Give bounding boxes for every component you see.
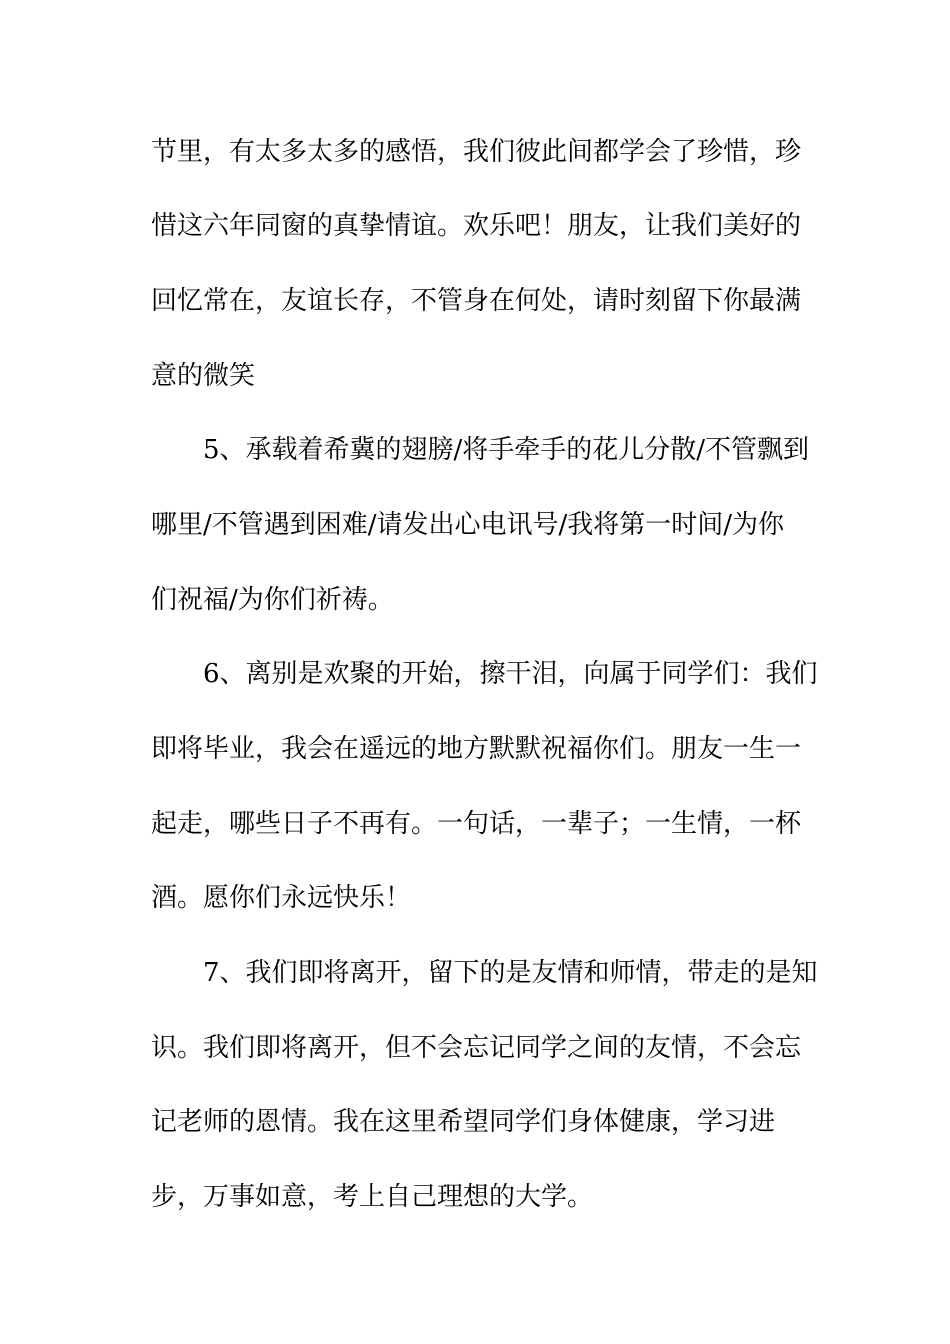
text-line: 起走，哪些日子不再有。一句话，一辈子；一生情，一杯 [151, 809, 802, 839]
text-line: 节里，有太多太多的感悟，我们彼此间都学会了珍惜，珍 [151, 137, 802, 167]
text-line: 意的微笑 [151, 361, 256, 391]
text-line: 们祝福/为你们祈祷。 [151, 585, 394, 615]
text-line: 酒。愿你们永远快乐！ [151, 883, 412, 913]
text-line: 步，万事如意，考上自己理想的大学。 [151, 1182, 594, 1212]
paragraph-6-start: 6、离别是欢聚的开始，擦干泪，向属于同学们：我们 [203, 659, 818, 689]
text-line: 识。我们即将离开，但不会忘记同学之间的友情，不会忘 [151, 1033, 802, 1063]
text-line: 哪里/不管遇到困难/请发出心电讯号/我将第一时间/为你 [151, 510, 785, 540]
text-line: 即将毕业，我会在遥远的地方默默祝福你们。朋友一生一 [151, 734, 802, 764]
paragraph-7-start: 7、我们即将离开，留下的是友情和师情，带走的是知 [203, 958, 818, 988]
text-line: 惜这六年同窗的真挚情谊。欢乐吧！朋友，让我们美好的 [151, 211, 802, 241]
paragraph-5-start: 5、承载着希冀的翅膀/将手牵手的花儿分散/不管飘到 [203, 435, 810, 465]
text-line: 回忆常在，友谊长存，不管身在何处，请时刻留下你最满 [151, 286, 802, 316]
text-line: 记老师的恩情。我在这里希望同学们身体健康，学习进 [151, 1107, 776, 1137]
